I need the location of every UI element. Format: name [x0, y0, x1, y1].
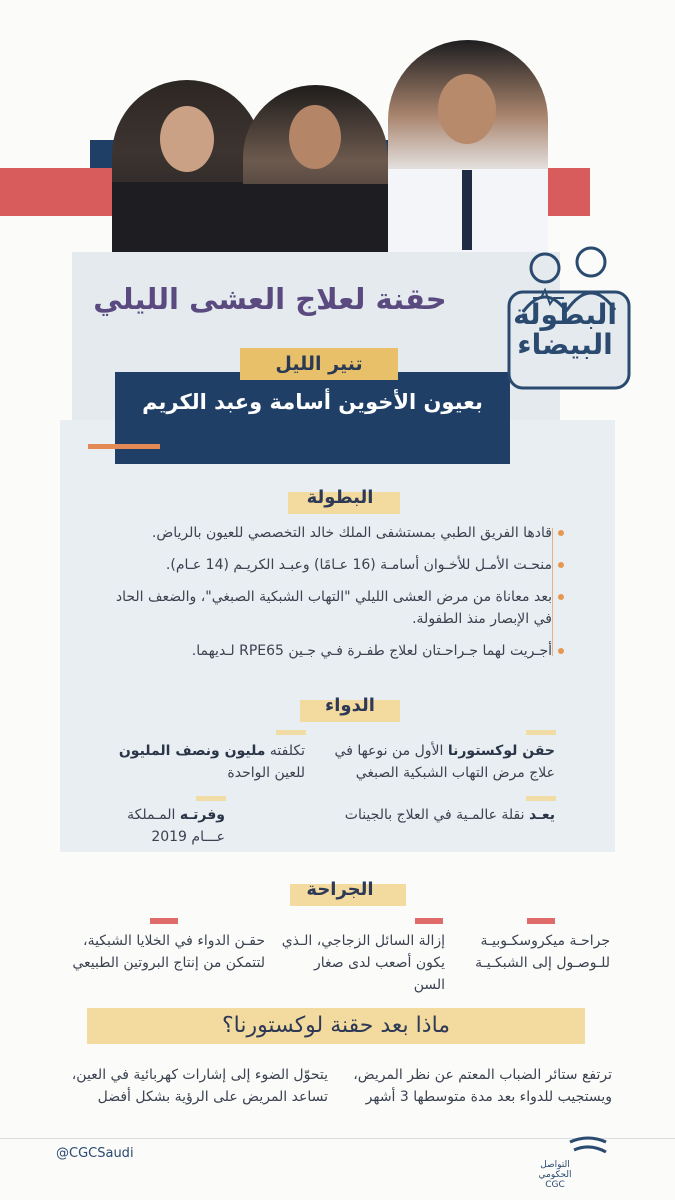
fact-cost: تكلفته مليون ونصف المليون للعين الواحدة: [118, 743, 305, 781]
heroism-heading: البطولة: [306, 487, 374, 508]
bullet-line: [552, 528, 553, 656]
step-marker: [527, 918, 555, 924]
after-outcome-right: ترتفع ستائر الضباب المعتم عن نظر المريض، ويستجيب للدواء بعد مدة متوسطها 3 أشهر: [353, 1067, 612, 1105]
photo-brother-osama: [112, 80, 262, 255]
social-handle[interactable]: @CGCSaudi: [56, 1146, 134, 1161]
cgc-line-2: الحكومي: [538, 1170, 572, 1180]
photo-doctor: [388, 40, 548, 255]
after-outcome-left: يتحوّل الضوء إلى إشارات كهربائية في العين، تساعد المريض على الرؤية بشكل أفضل: [71, 1067, 328, 1105]
fact-availability: وفرتـه المـملكة عـــام 2019: [127, 807, 225, 845]
logo-line-1: البطولة: [513, 298, 617, 331]
subtitle-text: بعيون الأخوين أسامة وعبد الكريم: [142, 390, 483, 414]
heroism-list: [100, 522, 552, 672]
list-item: أجـريت لهما جـراحـتان لعلاج طفـرة فـي جـين RPE65 لـديهما.: [100, 640, 552, 662]
subtitle-box: [115, 372, 510, 464]
fact-marker: [196, 796, 226, 801]
surgery-heading: الجراحة: [306, 879, 374, 900]
doctor-icon: [577, 248, 605, 276]
fact-marker: [276, 730, 306, 735]
list-item: قادها الفريق الطبي بمستشفى الملك خالد التخصصي للعيون بالرياض.: [100, 522, 552, 544]
photo-brother-abdulkarim: [243, 85, 388, 255]
surgery-step-1: جراحـة ميكروسكـوبيـة للـوصـول إلى الشبكـيـة: [475, 933, 610, 971]
surgery-step-2: إزالة السائل الزجاجي، الـذي يكون أصعب لدى صغار السن: [281, 933, 445, 993]
cgc-abbr: CGC: [545, 1180, 565, 1190]
page-title: حقنة لعلاج العشى الليلي: [93, 282, 447, 316]
step-marker: [415, 918, 443, 924]
after-heading: ماذا بعد حقنة لوكستورنا؟: [221, 1013, 451, 1038]
fact-luxturna: حقن لوكستورنا الأول من نوعها في علاج مرض التهاب الشبكية الصبغي: [334, 743, 555, 781]
logo-line-2: البيضاء: [517, 328, 613, 361]
fact-marker: [526, 730, 556, 735]
surgery-step-3: حقـن الدواء في الخلايا الشبكية، لتتمكن من إنتاج البروتين الطبيعي: [72, 933, 265, 971]
cgc-line-1: التواصل: [540, 1160, 570, 1170]
step-marker: [150, 918, 178, 924]
medicine-heading: الدواء: [325, 695, 375, 716]
logo-text: [500, 300, 630, 360]
list-item: بعد معاناة من مرض العشى الليلي "التهاب الشبكية الصبغي"، والضعف الحاد في الإبصار منذ الطفولة.: [100, 586, 552, 630]
fact-marker: [526, 796, 556, 801]
nurse-icon: [531, 254, 559, 282]
fact-gene-therapy: يعـد نقلة عالمـية في العلاج بالجينات: [344, 807, 555, 823]
list-item: منحـت الأمـل للأخـوان أسامـة (16 عـامًا) وعبـد الكريـم (14 عـام).: [100, 554, 552, 576]
cgc-text: [520, 1160, 590, 1190]
accent-line: [88, 444, 160, 449]
tagline-badge: تنير الليل: [240, 348, 398, 380]
